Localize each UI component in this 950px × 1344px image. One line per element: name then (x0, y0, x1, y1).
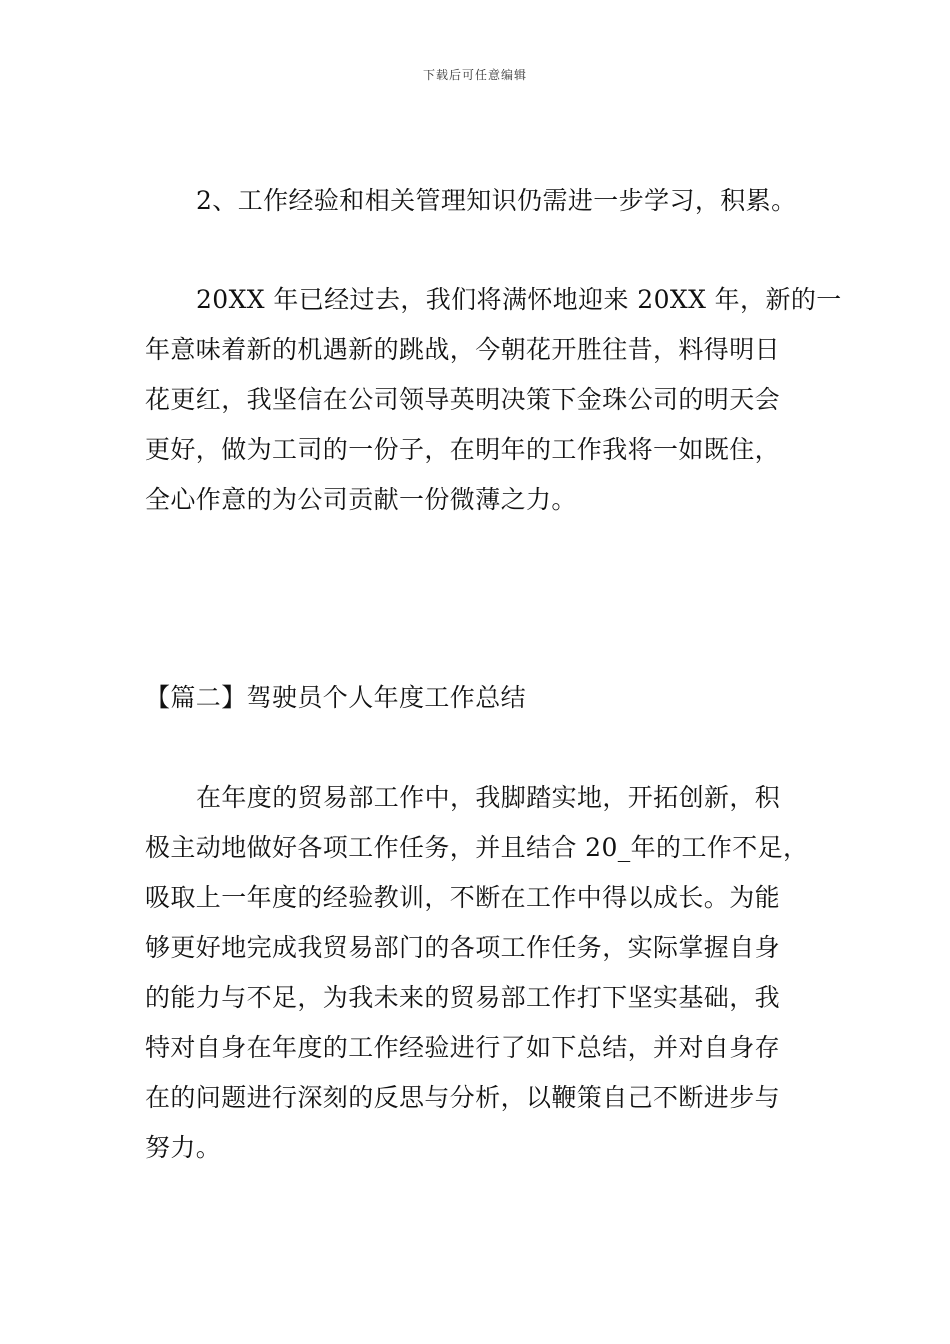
section-title: 【篇二】驾驶员个人年度工作总结 (145, 683, 527, 712)
paragraph-2-line-6: 特对自身在年度的工作经验进行了如下总结，并对自身存 (145, 1033, 781, 1062)
paragraph-1-line-3: 花更红，我坚信在公司领导英明决策下金珠公司的明天会 (145, 385, 781, 414)
paragraph-2-line-2: 极主动地做好各项工作任务，并且结合 20_年的工作不足， (145, 833, 809, 862)
paragraph-1-line-2: 年意味着新的机遇新的跳战，今朝花开胜往昔，料得明日 (145, 335, 781, 364)
paragraph-1-line-4: 更好，做为工司的一份子，在明年的工作我将一如既住， (145, 435, 781, 464)
paragraph-1-line-1: 20XX 年已经过去，我们将满怀地迎来 20XX 年，新的一 (196, 285, 842, 314)
paragraph-2-line-3: 吸取上一年度的经验教训，不断在工作中得以成长。为能 (145, 883, 781, 912)
paragraph-2-line-8: 努力。 (145, 1133, 222, 1162)
paragraph-2-line-7: 在的问题进行深刻的反思与分析，以鞭策自己不断进步与 (145, 1083, 781, 1112)
paragraph-2-line-4: 够更好地完成我贸易部门的各项工作任务，实际掌握自身 (145, 933, 781, 962)
paragraph-2-line-1: 在年度的贸易部工作中，我脚踏实地，开拓创新，积 (196, 783, 781, 812)
paragraph-1-line-5: 全心作意的为公司贡献一份微薄之力。 (145, 485, 577, 514)
header-note: 下载后可任意编辑 (422, 68, 527, 82)
list-item-2: 2、工作经验和相关管理知识仍需进一步学习，积累。 (196, 186, 797, 215)
paragraph-2-line-5: 的能力与不足，为我未来的贸易部工作打下坚实基础，我 (145, 983, 781, 1012)
